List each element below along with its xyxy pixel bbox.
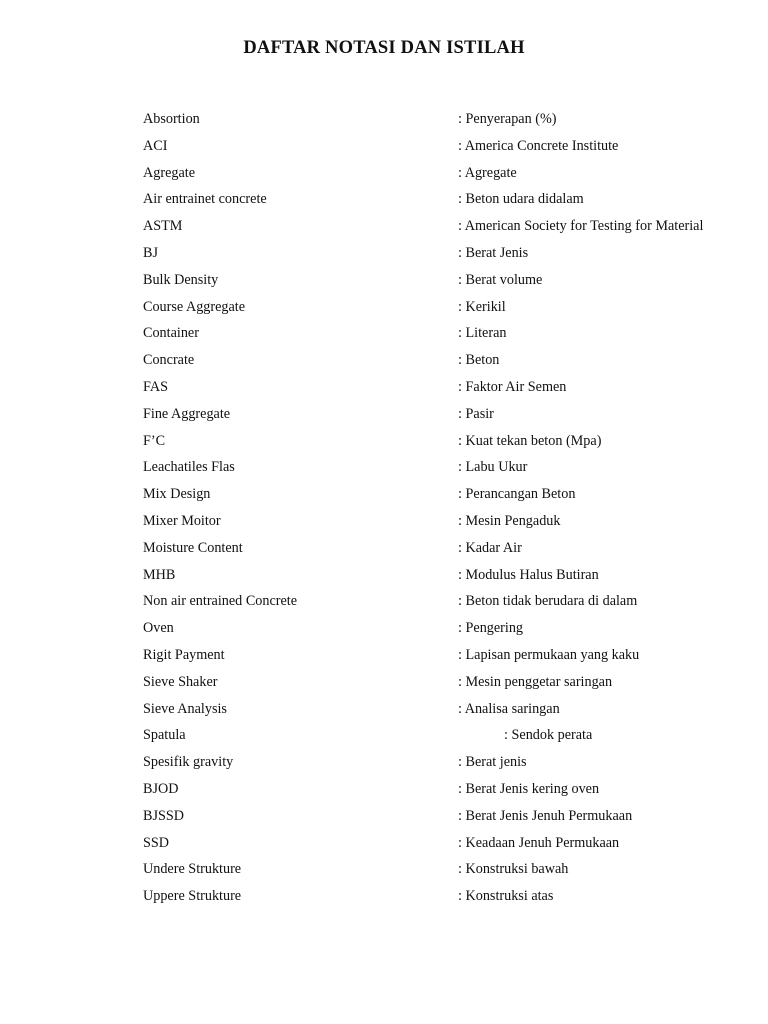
glossary-entry [143,562,753,589]
glossary-term: Leachatiles Flas [143,459,235,476]
glossary-entry [143,267,753,294]
glossary-entry [143,401,753,428]
separator-colon: : [458,700,465,717]
glossary-entry [143,588,753,615]
glossary-definition-text: Labu Ukur [465,459,528,476]
glossary-term: Moisture Content [143,539,243,556]
glossary-term: BJ [143,244,158,261]
glossary-definition-text: Konstruksi bawah [465,861,569,878]
separator-colon: : [458,754,466,771]
glossary-definition-text: Perancangan Beton [465,486,576,503]
glossary-definition [458,374,566,401]
glossary-definition [458,294,506,321]
separator-colon: : [458,244,466,261]
glossary-entry [143,642,753,669]
glossary-term: Mix Design [143,486,211,503]
glossary-definition [458,481,575,508]
glossary-term: Sieve Analysis [143,700,227,717]
separator-colon: : [458,646,466,663]
glossary-definition [458,749,527,776]
separator-colon: : [458,137,465,154]
separator-colon: : [458,673,466,690]
separator-colon: : [458,780,466,797]
glossary-definition [458,883,553,910]
glossary-term: Rigit Payment [143,646,225,663]
glossary-entry [143,374,753,401]
separator-colon: : [458,620,466,637]
separator-colon: : [458,271,466,288]
separator-colon: : [458,164,465,181]
glossary-entry [143,803,753,830]
glossary-term: Uppere Strukture [143,888,242,905]
glossary-entry [143,160,753,187]
separator-colon: : [458,593,466,610]
glossary-term: Absortion [143,111,200,127]
glossary-definition-text: Keadaan Jenuh Permukaan [465,834,620,851]
separator-colon: : [458,539,466,556]
separator-colon: : [458,512,466,529]
glossary-definition [458,642,639,669]
glossary-term: ASTM [143,218,183,235]
glossary-entry [143,749,753,776]
glossary-definition-text: Analisa saringan [464,700,560,717]
glossary-term: MHB [143,566,176,583]
glossary-entry [143,186,753,213]
glossary-entry [143,830,753,857]
glossary-definition-text: American Society for Testing for Material [464,218,704,235]
glossary-entry [143,535,753,562]
glossary-term: Spatula [143,727,186,744]
glossary-definition-text: Modulus Halus Butiran [465,566,599,583]
separator-colon: : [504,727,512,744]
glossary-entry [143,213,753,240]
glossary-entry [143,481,753,508]
glossary-definition [458,508,560,535]
glossary-term: BJOD [143,780,179,797]
separator-colon: : [458,298,466,315]
glossary-definition [504,722,592,749]
glossary-definition-text: Pasir [465,405,494,422]
glossary-term: Course Aggregate [143,298,246,315]
glossary-definition-text: Literan [465,325,507,342]
glossary-definition [458,588,637,615]
glossary-definition-text: Kadar Air [465,539,522,556]
glossary-definition-text: Berat Jenis [465,244,529,261]
glossary-definition [458,428,601,455]
glossary-term: F’C [143,432,166,449]
glossary-definition-text: Konstruksi atas [465,888,554,905]
glossary-entry [143,696,753,723]
glossary-definition [458,562,599,589]
glossary-definition [458,240,528,267]
glossary-term: Container [143,325,199,342]
glossary-definition [458,776,599,803]
glossary-definition-text: Kuat tekan beton (Mpa) [465,432,602,449]
glossary-definition-text: Faktor Air Semen [465,378,567,395]
separator-colon: : [458,807,466,824]
glossary-entry [143,883,753,910]
separator-colon: : [458,325,466,342]
glossary-term: Mixer Moitor [143,512,221,529]
glossary-definition [458,696,560,723]
glossary-term: Air entrainet concrete [143,191,267,208]
glossary-entry [143,294,753,321]
glossary-definition-text: Sendok perata [511,727,593,744]
separator-colon: : [458,888,466,905]
glossary-definition-text: Agregate [464,164,517,181]
glossary-term: Agregate [143,164,195,181]
separator-colon: : [458,861,466,878]
glossary-definition-text: Beton tidak berudara di dalam [465,593,638,610]
glossary-term: Fine Aggregate [143,405,231,422]
separator-colon: : [458,459,466,476]
glossary-term: BJSSD [143,807,185,824]
separator-colon: : [458,566,466,583]
glossary-definition-text: America Concrete Institute [464,137,619,154]
page-title: DAFTAR NOTASI DAN ISTILAH [243,38,525,58]
separator-colon: : [458,111,466,127]
glossary-term: ACI [143,137,168,154]
glossary-term: Concrate [143,352,195,369]
glossary-definition-text: Mesin penggetar saringan [465,673,613,690]
glossary-definition [458,160,517,187]
glossary-term: SSD [143,834,170,851]
glossary-definition-text: Lapisan permukaan yang kaku [465,646,640,663]
glossary-definition-text: Berat Jenis kering oven [465,780,600,797]
glossary-term: Sieve Shaker [143,673,218,690]
separator-colon: : [458,834,466,851]
glossary-definition [458,535,522,562]
glossary-entry [143,669,753,696]
glossary-definition [458,267,542,294]
glossary-term: Non air entrained Concrete [143,593,298,610]
glossary-definition-text: Kerikil [465,298,506,315]
glossary-term: Bulk Density [143,271,219,288]
glossary-definition [458,133,618,160]
separator-colon: : [458,378,466,395]
glossary-definition-text: Beton [465,352,500,369]
glossary-definition [458,320,506,347]
glossary-entry [143,722,753,749]
glossary-definition [458,106,557,133]
glossary-definition-text: Berat volume [465,271,543,288]
glossary-definition-text: Berat jenis [465,754,527,771]
glossary-term: Oven [143,620,174,637]
glossary-definition [458,856,568,883]
glossary-entry [143,776,753,803]
glossary-entry [143,106,753,133]
glossary-entry [143,615,753,642]
glossary-definition-text: Beton udara didalam [465,191,584,208]
separator-colon: : [458,218,465,235]
glossary-definition-text: Penyerapan (%) [465,111,557,127]
glossary-entry [143,508,753,535]
separator-colon: : [458,191,466,208]
glossary-entry [143,133,753,160]
glossary-definition [458,401,494,428]
separator-colon: : [458,352,466,369]
glossary-term: Undere Strukture [143,861,242,878]
glossary-definition [458,830,619,857]
separator-colon: : [458,486,466,503]
glossary-list [143,106,753,910]
glossary-term: Spesifik gravity [143,754,234,771]
glossary-entry [143,856,753,883]
glossary-definition [458,213,703,240]
glossary-definition [458,669,612,696]
separator-colon: : [458,432,466,449]
glossary-entry [143,320,753,347]
separator-colon: : [458,405,466,422]
glossary-definition-text: Pengering [465,620,524,637]
glossary-entry [143,454,753,481]
glossary-entry [143,240,753,267]
glossary-definition [458,803,632,830]
glossary-definition-text: Berat Jenis Jenuh Permukaan [465,807,633,824]
glossary-definition-text: Mesin Pengaduk [465,512,561,529]
glossary-definition [458,454,527,481]
glossary-definition [458,347,499,374]
glossary-term: FAS [143,378,168,395]
glossary-definition [458,186,584,213]
glossary-definition [458,615,523,642]
glossary-entry [143,347,753,374]
glossary-entry [143,428,753,455]
